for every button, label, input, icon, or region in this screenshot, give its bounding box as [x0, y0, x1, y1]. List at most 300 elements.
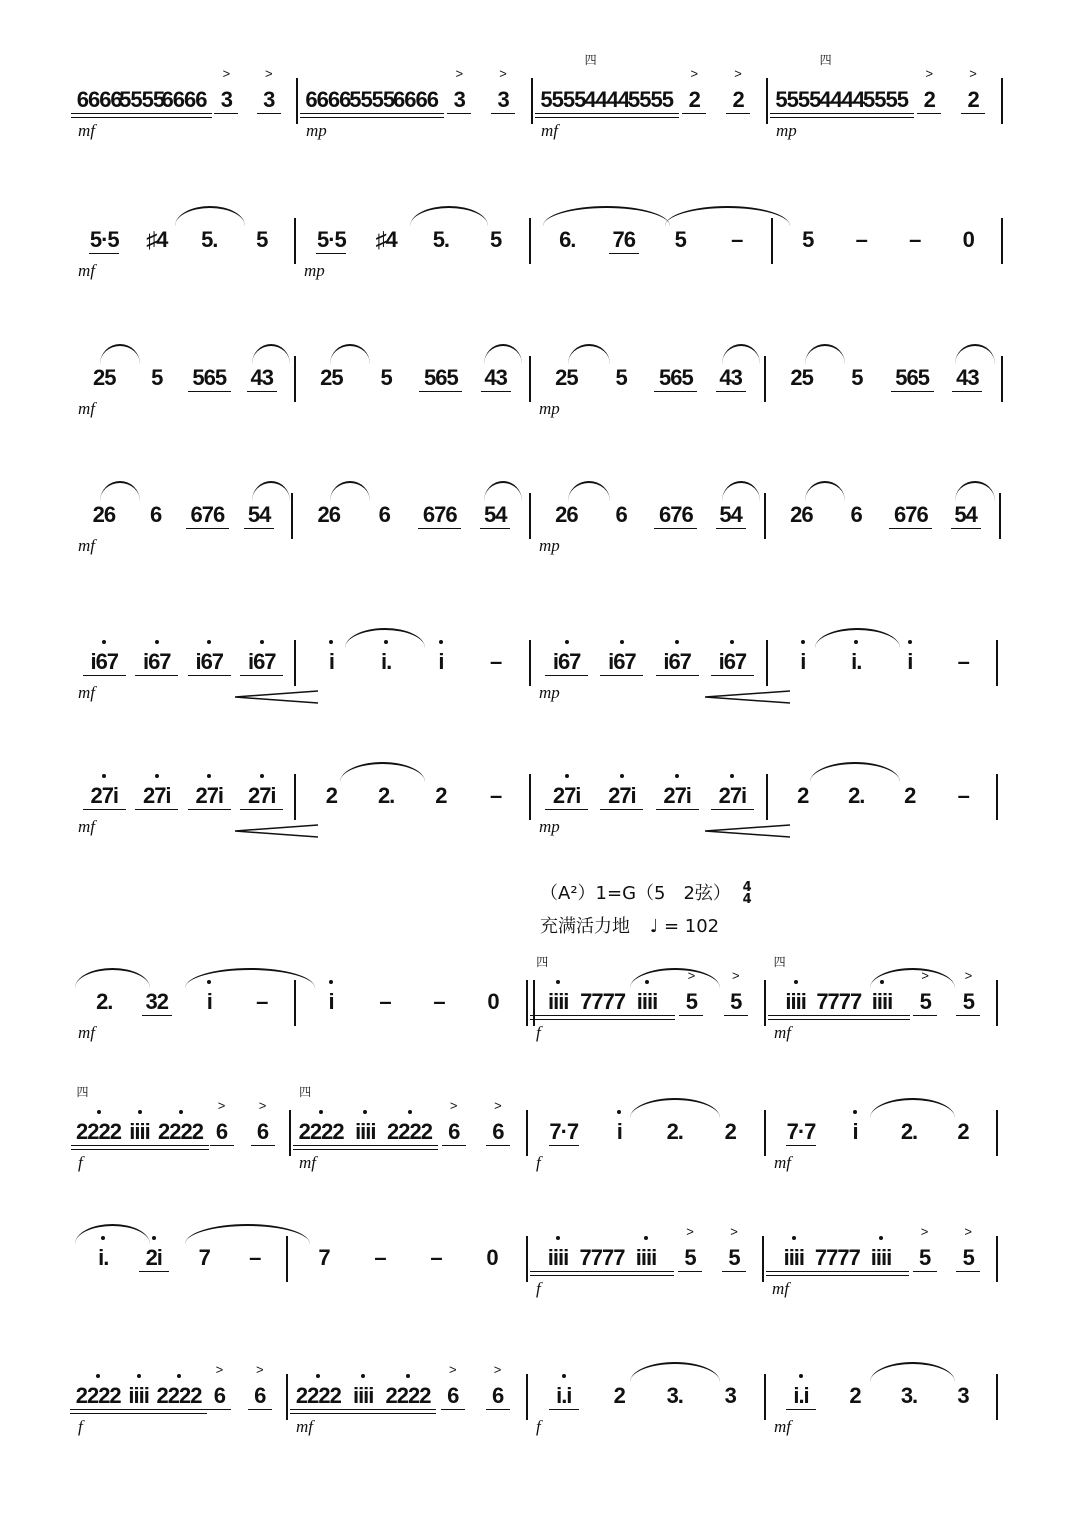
note-group: [428, 648, 454, 676]
measure: [78, 1245, 280, 1338]
note-group: [144, 364, 170, 392]
slur-arc: [870, 1362, 955, 1382]
measure: [76, 1085, 283, 1212]
barline: [291, 493, 293, 539]
beam-line: [188, 675, 231, 676]
note-text: 5555: [540, 87, 586, 112]
measure: [78, 365, 288, 458]
note-text: 6: [213, 1383, 226, 1408]
note-group: [842, 1382, 868, 1410]
note-group: [155, 86, 213, 114]
beam-line: [853, 1271, 909, 1272]
note-text: 2222: [75, 1383, 121, 1408]
measure: [774, 1119, 990, 1212]
note-text: i67: [195, 649, 224, 674]
score-system: [0, 227, 1072, 330]
dynamic-marking: mf: [774, 1023, 791, 1042]
barline: [996, 980, 998, 1026]
beam-line: [854, 1019, 910, 1020]
note-text: 25: [555, 365, 578, 390]
barline: [526, 1374, 528, 1420]
slur-arc: [815, 628, 900, 648]
note-text: 54: [954, 502, 977, 527]
dynamic-marking: f: [536, 1279, 541, 1298]
score-system: [0, 502, 1072, 605]
note-text: 5: [256, 227, 268, 252]
barline: [1001, 218, 1003, 264]
note-group: [950, 1382, 976, 1410]
barline: [996, 1374, 998, 1420]
note-text: –: [909, 227, 921, 252]
note-text: 3: [220, 87, 233, 112]
beam-line: [151, 1409, 207, 1410]
note-text: ♯4: [375, 227, 397, 252]
note-group: [315, 364, 347, 392]
score-system: [0, 1085, 1072, 1222]
note-text: 2222: [385, 1383, 431, 1408]
note-text: –: [430, 1245, 442, 1270]
note-group: [313, 501, 345, 529]
beam-line: [491, 113, 515, 114]
note-text: 3: [497, 87, 509, 112]
note-group: [848, 226, 874, 254]
measure: [304, 989, 520, 1082]
note-text: 2.: [666, 1119, 683, 1144]
octave-dot: [329, 980, 333, 984]
note-text: 2: [325, 783, 337, 808]
dynamic-marking: mf: [299, 1153, 316, 1172]
octave-dot: [96, 1374, 100, 1378]
note-text: 2: [688, 87, 700, 112]
beam-line: [858, 117, 914, 118]
slur-arc: [568, 344, 610, 364]
note-text: i: [800, 649, 806, 674]
note-text: 2.: [377, 783, 395, 808]
octave-dot: [316, 1374, 320, 1378]
note-group: [209, 1098, 235, 1146]
note-text: 2: [967, 87, 979, 112]
beam-line: [858, 113, 914, 114]
beam-line: [388, 117, 444, 118]
dynamic-marking: mp: [539, 399, 560, 418]
beam-line: [380, 1409, 436, 1410]
note-group: [370, 226, 402, 254]
beam-line: [623, 117, 679, 118]
dynamic-marking: f: [536, 1417, 541, 1436]
accent-mark: >: [499, 66, 507, 81]
beam-line: [247, 391, 277, 392]
accent-mark: >: [730, 1224, 738, 1239]
beam-line: [186, 528, 229, 529]
barline: [766, 78, 768, 124]
score-system: [0, 955, 1072, 1092]
note-text: 2: [957, 1119, 969, 1144]
note-text: –: [379, 989, 391, 1014]
beam-line: [654, 391, 697, 392]
note-group: [548, 1382, 580, 1410]
note-text: 3: [957, 1383, 969, 1408]
beam-line: [549, 1145, 579, 1146]
beam-line: [679, 1015, 703, 1016]
note-text: i.: [851, 649, 862, 674]
accent-mark: >: [222, 66, 231, 81]
beam-line: [486, 1145, 510, 1146]
note-text: 7: [198, 1245, 210, 1270]
slur-arc: [100, 481, 140, 501]
note-text: 6: [850, 502, 862, 527]
accent-mark: >: [690, 66, 699, 81]
beam-line: [656, 675, 699, 676]
tempo-value: = 102: [663, 916, 720, 937]
note-group: [951, 364, 983, 392]
dynamic-marking: mf: [774, 1153, 791, 1172]
note-text: 5: [674, 227, 686, 252]
note-text: 5555: [775, 87, 821, 112]
measure: [295, 1362, 520, 1476]
note-group: [91, 988, 117, 1016]
barline: [999, 493, 1001, 539]
accent-mark: >: [258, 1098, 267, 1113]
note-text: –: [433, 989, 445, 1014]
note-text: i67: [142, 649, 171, 674]
note-text: i.: [381, 649, 392, 674]
beam-line: [600, 675, 643, 676]
note-group: [134, 648, 179, 676]
barline: [996, 774, 998, 820]
slur-arc: [75, 968, 150, 988]
octave-dot: [556, 980, 560, 984]
note-text: iiii: [128, 1383, 149, 1408]
beam-line: [257, 113, 281, 114]
note-text: 4444: [584, 87, 630, 112]
octave-dot: [565, 774, 569, 778]
note-group: [490, 66, 516, 114]
note-group: [678, 968, 704, 1016]
beam-line: [139, 1271, 169, 1272]
note-group: [318, 988, 344, 1016]
dynamic-marking: mf: [78, 683, 95, 702]
note-group: [185, 501, 230, 529]
octave-dot: [562, 1374, 566, 1378]
note-group: [426, 988, 452, 1016]
beam-line: [207, 1409, 231, 1410]
octave-dot: [207, 774, 211, 778]
fingering-mark: 四: [536, 955, 549, 969]
note-group: [606, 1118, 632, 1146]
dynamic-marking: mf: [78, 536, 95, 555]
beam-line: [619, 1019, 675, 1020]
octave-dot: [260, 640, 264, 644]
beam-line: [244, 528, 274, 529]
slur-arc: [330, 344, 370, 364]
note-group: [843, 501, 869, 529]
note-text: i: [616, 1119, 622, 1144]
note-group: [318, 648, 344, 676]
note-text: 2222: [76, 1119, 121, 1144]
note-group: [790, 648, 816, 676]
note-text: iiii: [785, 989, 806, 1014]
note-group: [428, 782, 454, 810]
note-text: 3: [724, 1383, 736, 1408]
beam-line: [248, 1409, 272, 1410]
note-group: [367, 1244, 393, 1272]
barline: [1001, 78, 1003, 124]
note-text: 2: [904, 783, 916, 808]
note-text: 5: [151, 365, 163, 390]
beam-line: [210, 1145, 234, 1146]
note-group: [550, 501, 582, 529]
note-text: 27i: [552, 783, 581, 808]
beam-line: [853, 1275, 909, 1276]
slur-arc: [805, 481, 845, 501]
beam-line: [251, 1145, 275, 1146]
note-text: i67: [608, 649, 636, 674]
note-text: 27i: [90, 783, 119, 808]
beam-line: [956, 1271, 980, 1272]
beam-line: [142, 1015, 172, 1016]
note-text: –: [855, 227, 867, 252]
note-group: [618, 988, 676, 1016]
note-group: [483, 648, 509, 676]
measure: [539, 502, 758, 595]
note-group: [608, 501, 634, 529]
note-text: 565: [659, 365, 693, 390]
dynamic-marking: f: [536, 1153, 541, 1172]
note-group: [902, 226, 928, 254]
octave-dot: [329, 640, 333, 644]
note-text: ♯4: [146, 227, 168, 252]
note-text: 6666: [305, 87, 351, 112]
note-text: 2i: [145, 1245, 162, 1270]
note-group: [715, 501, 747, 529]
note-group: [379, 1382, 437, 1410]
note-group: [88, 226, 120, 254]
note-text: 54: [484, 502, 507, 527]
accent-mark: >: [265, 66, 273, 81]
beam-line: [716, 528, 746, 529]
note-text: i: [206, 989, 212, 1014]
note-text: 2222: [387, 1119, 432, 1144]
note-text: 27i: [718, 783, 747, 808]
note-text: 27i: [247, 783, 276, 808]
note-text: 2.: [900, 1119, 918, 1144]
octave-dot: [617, 1110, 621, 1114]
measure: [776, 649, 990, 742]
measure: [304, 365, 523, 458]
beam-line: [418, 528, 461, 529]
accent-mark: >: [921, 968, 929, 983]
note-group: [485, 1098, 511, 1146]
note-text: 5: [380, 365, 392, 390]
note-text: 2: [724, 1119, 736, 1144]
note-text: i67: [663, 649, 691, 674]
note-text: 27i: [608, 783, 636, 808]
slur-arc: [484, 481, 522, 501]
note-text: 2: [435, 783, 447, 808]
note-group: [249, 988, 275, 1016]
octave-dot: [620, 774, 624, 778]
accent-mark: >: [256, 1362, 264, 1377]
note-text: i.: [98, 1245, 109, 1270]
time-signature-top: 4: [742, 880, 752, 895]
octave-dot: [675, 640, 679, 644]
accent-mark: >: [732, 968, 740, 983]
slur-arc: [955, 481, 995, 501]
measure: [775, 53, 995, 180]
crescendo-hairpin: [705, 824, 790, 838]
barline: [294, 640, 296, 686]
note-text: 7·7: [549, 1119, 579, 1144]
score-system: [0, 649, 1072, 752]
note-group: [785, 1118, 817, 1146]
slur-arc: [75, 1224, 150, 1244]
measure: [539, 365, 758, 458]
score-system: [0, 365, 1072, 468]
note-group: [608, 226, 640, 254]
beam-line: [656, 809, 699, 810]
beam-line: [786, 1409, 816, 1410]
note-group: [483, 782, 509, 810]
note-text: iiii: [870, 1245, 892, 1270]
barline: [996, 1236, 998, 1282]
beam-line: [382, 1149, 438, 1150]
note-text: 26: [317, 502, 340, 527]
note-text: 5·5: [316, 227, 346, 252]
beam-line: [135, 675, 178, 676]
dynamic-marking: f: [78, 1153, 83, 1172]
octave-dot: [794, 980, 798, 984]
note-group: [554, 226, 580, 254]
note-text: 2: [613, 1383, 625, 1408]
note-text: i.i: [793, 1383, 809, 1408]
note-group: [206, 1362, 232, 1410]
note-group: [256, 66, 282, 114]
note-text: 43: [956, 365, 979, 390]
note-text: 6: [447, 1383, 459, 1408]
note-group: [785, 501, 817, 529]
note-text: 5: [962, 989, 975, 1014]
beam-line: [913, 1015, 937, 1016]
barline: [764, 1110, 766, 1156]
beam-line: [549, 1409, 579, 1410]
note-group: [242, 1244, 268, 1272]
measure: [78, 227, 288, 320]
beam-line: [442, 1145, 466, 1146]
note-text: 5: [490, 227, 502, 252]
note-text: i: [438, 649, 444, 674]
dynamic-marking: mf: [772, 1279, 789, 1298]
measure: [78, 989, 288, 1082]
beam-line: [83, 675, 126, 676]
note-group: [196, 226, 222, 254]
note-text: 5: [919, 989, 931, 1014]
accent-mark: >: [493, 1362, 502, 1377]
note-group: [387, 86, 445, 114]
slur-arc: [805, 344, 845, 364]
note-text: 54: [719, 502, 742, 527]
beam-line: [619, 1015, 675, 1016]
measure: [78, 502, 285, 595]
beam-line: [380, 1413, 436, 1414]
note-group: [441, 1098, 467, 1146]
note-group: [717, 1382, 743, 1410]
accent-mark: >: [925, 66, 934, 81]
note-group: [896, 1382, 922, 1410]
beam-line: [623, 113, 679, 114]
dynamic-marking: mf: [78, 1023, 95, 1042]
note-text: 0: [487, 989, 499, 1014]
note-group: [950, 501, 982, 529]
note-group: [428, 226, 454, 254]
note-text: –: [490, 783, 502, 808]
dynamic-marking: mf: [78, 261, 95, 280]
note-text: iiii: [636, 989, 658, 1014]
note-text: 676: [894, 502, 928, 527]
slur-arc: [722, 481, 760, 501]
note-group: [606, 1382, 632, 1410]
note-text: 3.: [900, 1383, 918, 1408]
dynamic-marking: mp: [539, 817, 560, 836]
note-text: 6: [492, 1119, 504, 1144]
barline: [764, 1374, 766, 1420]
note-text: i: [328, 989, 334, 1014]
note-text: 5: [730, 989, 742, 1014]
note-group: [723, 968, 749, 1016]
measure: [781, 227, 995, 320]
dynamic-marking: mf: [296, 1417, 313, 1436]
note-group: [138, 1244, 170, 1272]
accent-mark: >: [687, 968, 696, 983]
octave-dot: [361, 1374, 365, 1378]
slur-arc: [185, 968, 315, 988]
note-group: [853, 988, 911, 1016]
octave-dot: [675, 774, 679, 778]
octave-dot: [439, 640, 443, 644]
note-group: [250, 1098, 276, 1146]
measure: [536, 1224, 756, 1338]
note-text: 7777: [580, 989, 626, 1014]
note-text: 3.: [666, 1383, 683, 1408]
accent-mark: >: [686, 1224, 694, 1239]
accent-mark: >: [455, 66, 464, 81]
note-group: [82, 648, 127, 676]
note-text: 5: [615, 365, 627, 390]
time-signature-bottom: 4: [742, 892, 752, 907]
beam-line: [618, 1271, 674, 1272]
octave-dot: [799, 1374, 803, 1378]
note-group: [622, 86, 680, 114]
note-group: [440, 1362, 466, 1410]
barline: [294, 218, 296, 264]
beam-line: [889, 528, 932, 529]
note-text: iiii: [783, 1245, 805, 1270]
note-text: 6: [256, 1119, 269, 1144]
barline: [289, 1110, 291, 1156]
octave-dot: [177, 1374, 181, 1378]
beam-line: [951, 528, 981, 529]
note-group: [479, 1244, 505, 1272]
beam-line: [600, 809, 643, 810]
octave-dot: [730, 774, 734, 778]
measure: [305, 66, 525, 180]
section-header: [540, 882, 860, 948]
note-group: [677, 1224, 703, 1272]
note-text: i67: [90, 649, 119, 674]
dynamic-marking: mp: [539, 683, 560, 702]
note-group: [141, 226, 173, 254]
note-text: 25: [93, 365, 116, 390]
slur-arc: [870, 968, 955, 988]
